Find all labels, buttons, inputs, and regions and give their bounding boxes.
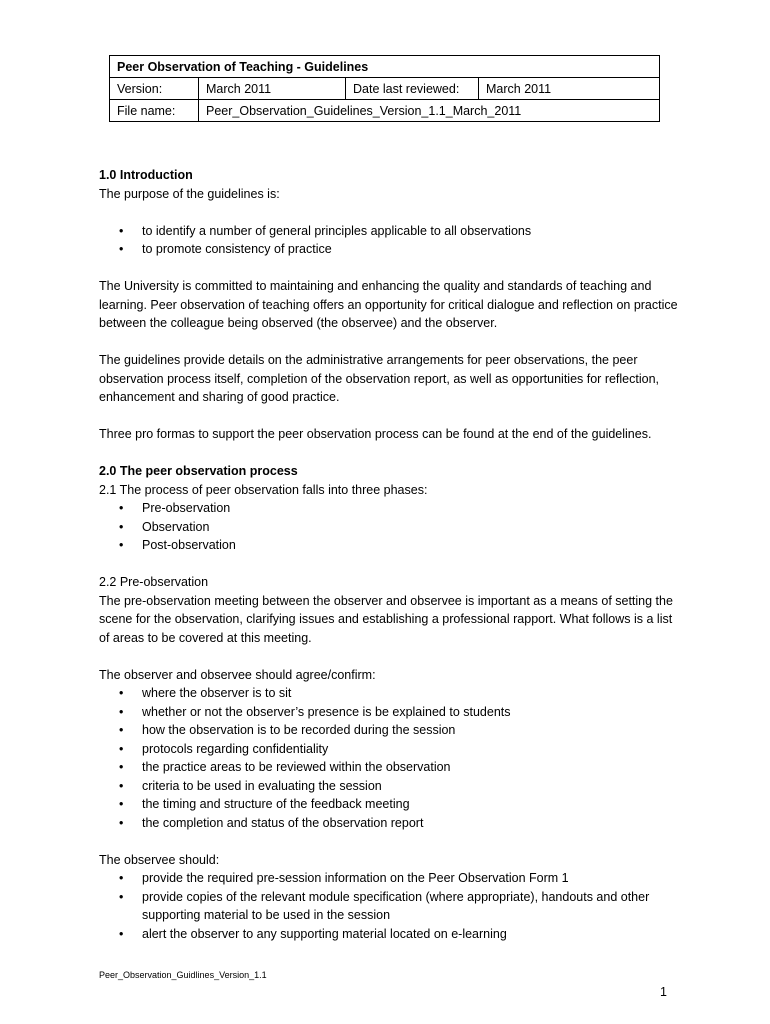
observee-intro: The observee should: [99,852,220,867]
list-item: • Pre-observation [99,499,679,518]
list-item: • how the observation is to be recorded during the session [99,721,679,740]
list-item: • provide the required pre-session information on the Peer Observation Form 1 [99,869,679,888]
list-item: • to identify a number of general principles applicable to all observations [99,222,679,241]
section-1-heading: 1.0 Introduction [99,168,193,182]
section-2-heading: 2.0 The peer observation process [99,464,298,478]
list-item: • the timing and structure of the feedback meeting [99,795,679,814]
list-item: • Post-observation [99,536,679,555]
reviewed-label: Date last reviewed: [346,78,479,100]
observee-list [99,869,679,943]
list-item: • provide copies of the relevant module specification (where appropriate), handouts and other supporting material to be used in the session [99,888,679,925]
agree-list [99,684,679,832]
section-2-intro: 2.1 The process of peer observation falls into three phases: [99,482,428,497]
title-row [110,56,660,78]
version-value: March 2011 [199,78,346,100]
phases-list [99,499,679,555]
list-item: • criteria to be used in evaluating the session [99,777,679,796]
reviewed-value: March 2011 [479,78,660,100]
version-label: Version: [110,78,199,100]
document-title: Peer Observation of Teaching - Guidelines [110,56,660,78]
document-info-table [109,55,660,122]
section-1-intro: The purpose of the guidelines is: [99,186,280,201]
purpose-list [99,222,679,259]
list-item: • protocols regarding confidentiality [99,740,679,759]
file-row [110,100,660,122]
file-value: Peer_Observation_Guidelines_Version_1.1_March_2011 [199,100,660,122]
page-number: 1 [660,985,667,999]
paragraph: The University is committed to maintaining and enhancing the quality and standards of teaching and learning. Peer observation of teaching offers an opportunity for critical dialogue and reflection on practice between the colleague being observed (the observee) and the observer. [99,279,678,330]
list-item: • the practice areas to be reviewed within the observation [99,758,679,777]
list-item: • alert the observer to any supporting material located on e-learning [99,925,679,944]
list-item: • where the observer is to sit [99,684,679,703]
list-item: • whether or not the observer’s presence is be explained to students [99,703,679,722]
list-item: • Observation [99,518,679,537]
subsection-heading: 2.2 Pre-observation [99,575,209,589]
document-body [99,166,679,943]
file-label: File name: [110,100,199,122]
paragraph: The guidelines provide details on the administrative arrangements for peer observations, the peer observation process itself, completion of the observation report, as well as opportunities for reflection, enhancement and sharing of good practice. [99,353,660,404]
paragraph: The pre-observation meeting between the observer and observee is important as a means of setting the scene for the observation, clarifying issues and establishing a professional rapport. What follows is a list of areas to be covered at this meeting. [99,593,673,645]
agree-intro: The observer and observee should agree/confirm: [99,667,376,682]
list-item: • the completion and status of the observation report [99,814,679,833]
version-row [110,78,660,100]
list-item: • to promote consistency of practice [99,240,679,259]
paragraph: Three pro formas to support the peer observation process can be found at the end of the guidelines. [99,427,652,441]
footer-filename: Peer_Observation_Guidlines_Version_1.1 [99,970,267,980]
